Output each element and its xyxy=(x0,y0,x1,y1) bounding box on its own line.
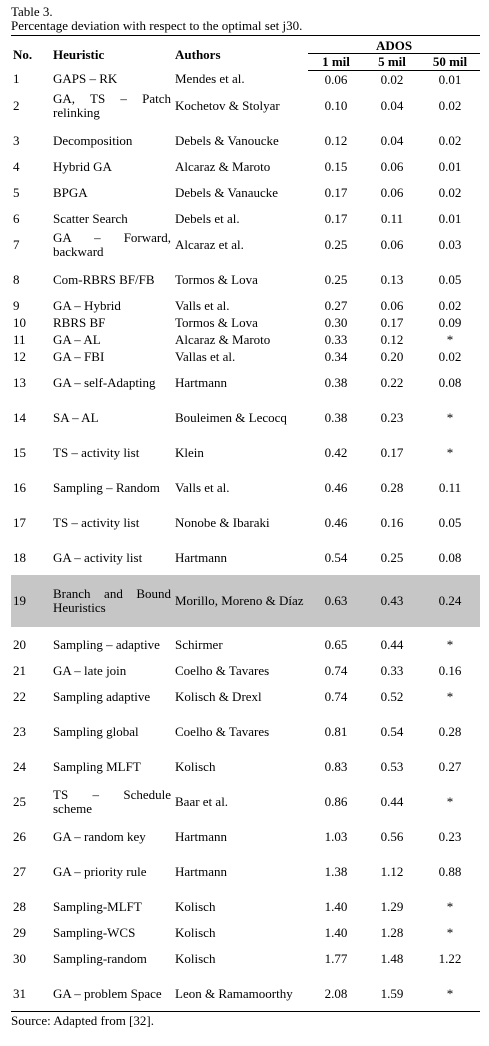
row-value-1-mil: 0.30 xyxy=(324,314,348,330)
row-heuristic: GA – priority rule xyxy=(53,863,147,879)
row-value-5-mil: 0.04 xyxy=(380,132,404,148)
row-value-1-mil: 0.33 xyxy=(324,331,348,347)
row-number: 11 xyxy=(13,331,26,347)
row-number: 28 xyxy=(13,898,26,914)
row-value-50-mil: 0.01 xyxy=(438,210,462,226)
row-value-1-mil: 0.17 xyxy=(324,210,348,226)
row-value-1-mil: 0.54 xyxy=(324,549,348,565)
row-value-1-mil: 1.77 xyxy=(324,950,348,966)
table-row xyxy=(11,749,480,784)
row-value-1-mil: 0.63 xyxy=(308,575,364,627)
row-value-5-mil: 0.06 xyxy=(380,236,404,252)
row-value-5-mil: 0.02 xyxy=(380,71,404,87)
row-value-5-mil: 0.33 xyxy=(380,662,404,678)
table-row xyxy=(11,175,480,210)
row-value-1-mil: 0.15 xyxy=(324,158,348,174)
row-value-50-mil: 0.02 xyxy=(438,184,462,200)
row-number: 8 xyxy=(13,271,20,287)
row-authors: Valls et al. xyxy=(175,479,230,495)
table-row xyxy=(11,662,480,679)
row-value-1-mil: 0.34 xyxy=(324,348,348,364)
row-number: 27 xyxy=(13,863,26,879)
row-heuristic: TS – activity list xyxy=(53,514,140,530)
row-value-5-mil: 0.17 xyxy=(380,314,404,330)
row-number: 2 xyxy=(13,97,20,113)
row-authors: Coelho & Tavares xyxy=(175,723,270,739)
row-authors: Kochetov & Stolyar xyxy=(175,97,280,113)
row-authors: Debels et al. xyxy=(175,210,240,226)
row-authors: Kolisch xyxy=(175,758,216,774)
row-number: 10 xyxy=(13,314,26,330)
row-value-1-mil: 0.38 xyxy=(324,409,348,425)
row-value-1-mil: 1.40 xyxy=(324,924,348,940)
row-value-5-mil: 0.17 xyxy=(380,444,404,460)
row-heuristic: GA – activity list xyxy=(53,549,143,565)
row-heuristic: GA – Hybrid xyxy=(53,297,121,313)
row-number: 7 xyxy=(13,236,20,252)
row-value-50-mil: * xyxy=(446,331,454,347)
row-heuristic: Sampling-MLFT xyxy=(53,898,142,914)
table-row xyxy=(11,941,480,976)
row-number: 31 xyxy=(11,976,51,1012)
row-heuristic: Branch and Bound Heuristics xyxy=(51,575,173,627)
row-value-5-mil: 0.20 xyxy=(380,348,404,364)
row-value-5-mil: 0.43 xyxy=(364,575,420,627)
table-row xyxy=(11,627,480,662)
row-number: 3 xyxy=(13,132,20,148)
row-value-5-mil: 0.11 xyxy=(380,210,404,226)
row-value-1-mil: 0.74 xyxy=(324,662,348,678)
row-authors: Hartmann xyxy=(175,828,227,844)
row-heuristic: TS – Schedule scheme xyxy=(53,786,171,816)
row-authors: Nonobe & Ibaraki xyxy=(175,514,270,530)
row-authors: Leon & Ramamoorthy xyxy=(173,976,308,1012)
row-number: 1 xyxy=(13,71,20,87)
row-heuristic: Scatter Search xyxy=(53,210,128,226)
row-heuristic: GA – problem Space xyxy=(51,976,173,1012)
row-authors: Hartmann xyxy=(175,549,227,565)
row-value-1-mil: 0.46 xyxy=(324,479,348,495)
row-value-50-mil: * xyxy=(446,924,454,940)
table-row xyxy=(11,435,480,470)
row-value-1-mil: 0.42 xyxy=(324,444,348,460)
row-value-1-mil: 0.12 xyxy=(324,132,348,148)
row-value-50-mil: 0.05 xyxy=(438,271,462,287)
row-value-50-mil: 0.08 xyxy=(438,549,462,565)
row-number: 4 xyxy=(13,158,20,174)
table-body xyxy=(11,71,480,1012)
results-table xyxy=(11,35,480,1012)
row-number: 20 xyxy=(13,636,26,652)
row-authors: Morillo, Moreno & Díaz xyxy=(173,575,308,627)
row-value-5-mil: 1.29 xyxy=(380,898,404,914)
row-number: 22 xyxy=(13,688,26,704)
row-heuristic: GA – AL xyxy=(53,331,101,347)
row-heuristic: GAPS – RK xyxy=(53,71,118,87)
row-value-1-mil: 2.08 xyxy=(308,976,364,1012)
table-row xyxy=(11,210,480,227)
row-value-50-mil: 0.28 xyxy=(438,723,462,739)
row-value-5-mil: 0.25 xyxy=(380,549,404,565)
row-value-50-mil: 0.03 xyxy=(438,236,462,252)
table-row xyxy=(11,348,480,365)
row-authors: Tormos & Lova xyxy=(175,271,258,287)
table-row-highlighted xyxy=(11,575,480,627)
row-authors: Baar et al. xyxy=(175,793,229,809)
table-row xyxy=(11,679,480,714)
row-authors: Bouleimen & Lecocq xyxy=(175,409,287,425)
row-value-1-mil: 0.65 xyxy=(324,636,348,652)
table-row xyxy=(11,331,480,348)
row-value-1-mil: 1.03 xyxy=(324,828,348,844)
row-value-5-mil: 0.06 xyxy=(380,158,404,174)
row-value-1-mil: 0.74 xyxy=(324,688,348,704)
row-value-5-mil: 0.16 xyxy=(380,514,404,530)
row-number: 9 xyxy=(13,297,20,313)
row-value-50-mil: 0.01 xyxy=(438,158,462,174)
row-value-1-mil: 0.17 xyxy=(324,184,348,200)
row-value-50-mil: 1.22 xyxy=(438,950,462,966)
row-value-1-mil: 0.25 xyxy=(324,236,348,252)
header-5-mil: 5 mil xyxy=(364,54,420,71)
table-row xyxy=(11,365,480,400)
table-title: Percentage deviation with respect to the optimal set j30. xyxy=(11,18,303,33)
row-value-50-mil: 0.16 xyxy=(438,662,462,678)
row-value-5-mil: 0.06 xyxy=(380,297,404,313)
row-value-50-mil: 0.09 xyxy=(438,314,462,330)
row-value-5-mil: 0.06 xyxy=(380,184,404,200)
row-number: 5 xyxy=(13,184,20,200)
row-value-1-mil: 0.06 xyxy=(324,71,348,87)
row-authors: Tormos & Lova xyxy=(175,314,258,330)
row-value-5-mil: 0.12 xyxy=(380,331,404,347)
row-number: 19 xyxy=(11,575,51,627)
row-value-50-mil: * xyxy=(446,898,454,914)
row-value-1-mil: 0.10 xyxy=(324,97,348,113)
row-value-5-mil: 1.59 xyxy=(364,976,420,1012)
row-authors: Debels & Vanaucke xyxy=(175,184,279,200)
row-heuristic: TS – activity list xyxy=(53,444,140,460)
table-row xyxy=(11,819,480,854)
row-value-5-mil: 0.54 xyxy=(380,723,404,739)
row-authors: Hartmann xyxy=(175,863,227,879)
row-authors: Hartmann xyxy=(175,374,227,390)
row-value-50-mil: 0.02 xyxy=(438,297,462,313)
row-authors: Debels & Vanoucke xyxy=(175,132,279,148)
row-heuristic: Sampling-random xyxy=(53,950,147,966)
row-authors: Alcaraz & Maroto xyxy=(175,158,271,174)
table-row xyxy=(11,505,480,540)
row-heuristic: Sampling adaptive xyxy=(53,688,151,704)
row-value-50-mil: * xyxy=(446,636,454,652)
row-heuristic: Sampling MLFT xyxy=(53,758,141,774)
row-value-5-mil: 0.23 xyxy=(380,409,404,425)
row-value-5-mil: 0.52 xyxy=(380,688,404,704)
row-value-1-mil: 0.27 xyxy=(324,297,348,313)
header-ados: ADOS xyxy=(308,36,480,54)
row-value-1-mil: 0.25 xyxy=(324,271,348,287)
row-value-50-mil: * xyxy=(446,409,454,425)
row-value-50-mil: 0.01 xyxy=(438,71,462,87)
header-heuristic: Heuristic xyxy=(51,36,173,71)
row-number: 14 xyxy=(13,409,26,425)
table-row xyxy=(11,976,480,1012)
row-heuristic: GA, TS – Patch relinking xyxy=(53,90,171,120)
row-authors: Schirmer xyxy=(175,636,223,652)
row-number: 18 xyxy=(13,549,26,565)
row-value-50-mil: 0.02 xyxy=(438,132,462,148)
header-no: No. xyxy=(11,36,51,71)
row-value-1-mil: 0.38 xyxy=(324,374,348,390)
row-value-1-mil: 0.81 xyxy=(324,723,348,739)
row-number: 26 xyxy=(13,828,26,844)
row-value-50-mil: * xyxy=(420,976,480,1012)
header-1-mil: 1 mil xyxy=(308,54,364,71)
table-row xyxy=(11,314,480,331)
header-authors: Authors xyxy=(173,36,308,71)
row-number: 25 xyxy=(13,793,26,809)
row-heuristic: GA – self-Adapting xyxy=(53,374,156,390)
table-row xyxy=(11,854,480,889)
row-heuristic: SA – AL xyxy=(53,409,99,425)
table-row xyxy=(11,158,480,175)
row-value-50-mil: * xyxy=(446,444,454,460)
row-value-1-mil: 0.86 xyxy=(324,793,348,809)
row-value-50-mil: 0.02 xyxy=(438,97,462,113)
row-heuristic: GA – late join xyxy=(53,662,127,678)
row-number: 13 xyxy=(13,374,26,390)
row-value-5-mil: 0.28 xyxy=(380,479,404,495)
row-heuristic: GA – random key xyxy=(53,828,146,844)
row-value-5-mil: 1.28 xyxy=(380,924,404,940)
table-row xyxy=(11,784,480,819)
row-authors: Vallas et al. xyxy=(175,348,236,364)
table-row xyxy=(11,924,480,941)
row-value-50-mil: 0.88 xyxy=(438,863,462,879)
row-number: 30 xyxy=(13,950,26,966)
row-value-5-mil: 1.12 xyxy=(380,863,404,879)
table-row xyxy=(11,71,480,89)
row-authors: Mendes et al. xyxy=(175,71,245,87)
row-value-50-mil: * xyxy=(446,793,454,809)
row-value-50-mil: 0.24 xyxy=(420,575,480,627)
table-row xyxy=(11,889,480,924)
table-row xyxy=(11,262,480,297)
row-number: 6 xyxy=(13,210,20,226)
row-number: 24 xyxy=(13,758,26,774)
row-value-5-mil: 0.56 xyxy=(380,828,404,844)
row-number: 21 xyxy=(13,662,26,678)
row-heuristic: RBRS BF xyxy=(53,314,106,330)
row-authors: Klein xyxy=(175,444,204,460)
row-authors: Coelho & Tavares xyxy=(175,662,270,678)
row-heuristic: BPGA xyxy=(53,184,88,200)
row-value-1-mil: 0.83 xyxy=(324,758,348,774)
row-value-1-mil: 1.38 xyxy=(324,863,348,879)
row-authors: Kolisch xyxy=(175,950,216,966)
table-row xyxy=(11,227,480,262)
table-row xyxy=(11,400,480,435)
row-value-50-mil: 0.27 xyxy=(438,758,462,774)
row-number: 29 xyxy=(13,924,26,940)
row-value-5-mil: 0.53 xyxy=(380,758,404,774)
row-value-50-mil: 0.11 xyxy=(438,479,462,495)
table-source: Source: Adapted from [32]. xyxy=(11,1013,154,1028)
row-number: 16 xyxy=(13,479,26,495)
row-value-5-mil: 0.22 xyxy=(380,374,404,390)
table-row xyxy=(11,540,480,575)
row-value-1-mil: 0.46 xyxy=(324,514,348,530)
header-50-mil: 50 mil xyxy=(420,54,480,71)
row-value-5-mil: 0.13 xyxy=(380,271,404,287)
row-value-50-mil: 0.05 xyxy=(438,514,462,530)
row-heuristic: Sampling global xyxy=(53,723,139,739)
row-number: 23 xyxy=(13,723,26,739)
row-authors: Valls et al. xyxy=(175,297,230,313)
table-row xyxy=(11,88,480,123)
row-heuristic: Hybrid GA xyxy=(53,158,112,174)
table-row xyxy=(11,470,480,505)
row-authors: Kolisch xyxy=(175,898,216,914)
row-value-5-mil: 1.48 xyxy=(380,950,404,966)
row-heuristic: Com-RBRS BF/FB xyxy=(53,271,155,287)
row-number: 17 xyxy=(13,514,26,530)
row-value-50-mil: * xyxy=(446,688,454,704)
row-value-5-mil: 0.44 xyxy=(380,636,404,652)
row-authors: Alcaraz & Maroto xyxy=(175,331,271,347)
row-value-50-mil: 0.08 xyxy=(438,374,462,390)
row-heuristic: Sampling – Random xyxy=(53,479,160,495)
row-heuristic: GA – Forward, backward xyxy=(53,229,171,259)
row-value-5-mil: 0.44 xyxy=(380,793,404,809)
table-row xyxy=(11,714,480,749)
row-value-50-mil: 0.23 xyxy=(438,828,462,844)
row-heuristic: Decomposition xyxy=(53,132,133,148)
row-authors: Kolisch xyxy=(175,924,216,940)
table-label: Table 3. xyxy=(11,4,53,19)
row-heuristic: Sampling-WCS xyxy=(53,924,136,940)
row-value-50-mil: 0.02 xyxy=(438,348,462,364)
table-caption xyxy=(11,5,483,33)
table-row xyxy=(11,297,480,314)
row-number: 15 xyxy=(13,444,26,460)
row-value-5-mil: 0.04 xyxy=(380,97,404,113)
row-heuristic: GA – FBI xyxy=(53,348,105,364)
row-authors: Kolisch & Drexl xyxy=(175,688,262,704)
row-heuristic: Sampling – adaptive xyxy=(53,636,160,652)
row-number: 12 xyxy=(13,348,26,364)
row-value-1-mil: 1.40 xyxy=(324,898,348,914)
table-row xyxy=(11,123,480,158)
row-authors: Alcaraz et al. xyxy=(175,236,244,252)
